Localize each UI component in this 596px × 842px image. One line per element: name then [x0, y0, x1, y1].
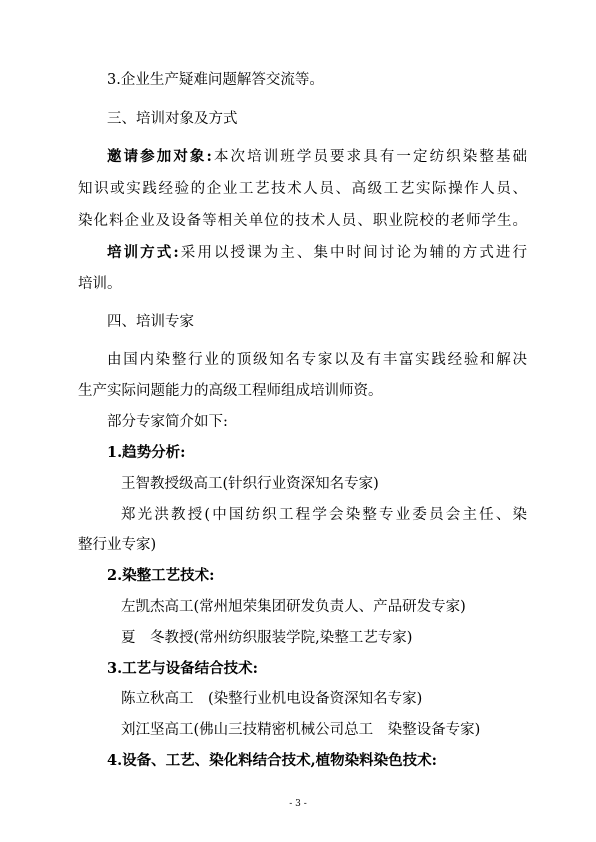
experts-intro-line-2: 生产实际问题能力的高级工程师组成培训师资。 [78, 383, 383, 399]
section-4-heading: 四、培训专家 [107, 314, 194, 330]
category-2-expert-2: 夏 冬教授(常州纺织服装学院,染整工艺专家) [121, 630, 413, 646]
invite-paragraph-line-2: 知识或实践经验的企业工艺技术人员、高级工艺实际操作人员、 [78, 181, 527, 197]
method-text: 采用以授课为主、集中时间讨论为辅的方式进行 [178, 245, 527, 261]
category-1-expert-1: 王智教授级高工(针织行业资深知名专家) [121, 476, 379, 492]
page-number: - 3 - [289, 799, 307, 809]
category-1-expert-2-line-1: 郑光洪教授(中国纺织工程学会染整专业委员会主任、染 [121, 507, 527, 523]
method-paragraph-line-1 [107, 244, 527, 262]
category-1-title: 1.趋势分析: [107, 444, 186, 461]
experts-intro-line-1: 由国内染整行业的顶级知名专家以及有丰富实践经验和解决 [107, 352, 527, 368]
category-3-expert-2: 刘江坚高工(佛山三技精密机械公司总工 染整设备专家) [121, 722, 481, 738]
category-2-expert-1: 左凯杰高工(常州旭荣集团研发负责人、产品研发专家) [121, 599, 466, 615]
item-3-enterprise-problems: 3.企业生产疑难问题解答交流等。 [107, 72, 324, 88]
category-3-title: 3.工艺与设备结合技术: [107, 660, 258, 677]
section-3-heading: 三、培训对象及方式 [107, 111, 238, 127]
category-4-title: 4.设备、工艺、染化料结合技术,植物染料染色技术: [107, 752, 438, 769]
method-label: 培训方式: [107, 244, 179, 261]
invite-text: 本次培训班学员要求具有一定纺织染整基础 [211, 149, 528, 165]
experts-partial-intro: 部分专家简介如下: [107, 414, 228, 430]
invite-label: 邀请参加对象: [107, 148, 212, 165]
category-1-expert-2-line-2: 整行业专家) [78, 537, 157, 553]
invite-paragraph-line-3: 染化料企业及设备等相关单位的技术人员、职业院校的老师学生。 [78, 213, 527, 229]
category-3-expert-1: 陈立秋高工 (染整行业机电设备资深知名专家) [121, 691, 423, 707]
method-paragraph-line-2: 培训。 [78, 276, 122, 292]
category-2-title: 2.染整工艺技术: [107, 567, 215, 584]
invite-paragraph-line-1 [107, 148, 527, 166]
